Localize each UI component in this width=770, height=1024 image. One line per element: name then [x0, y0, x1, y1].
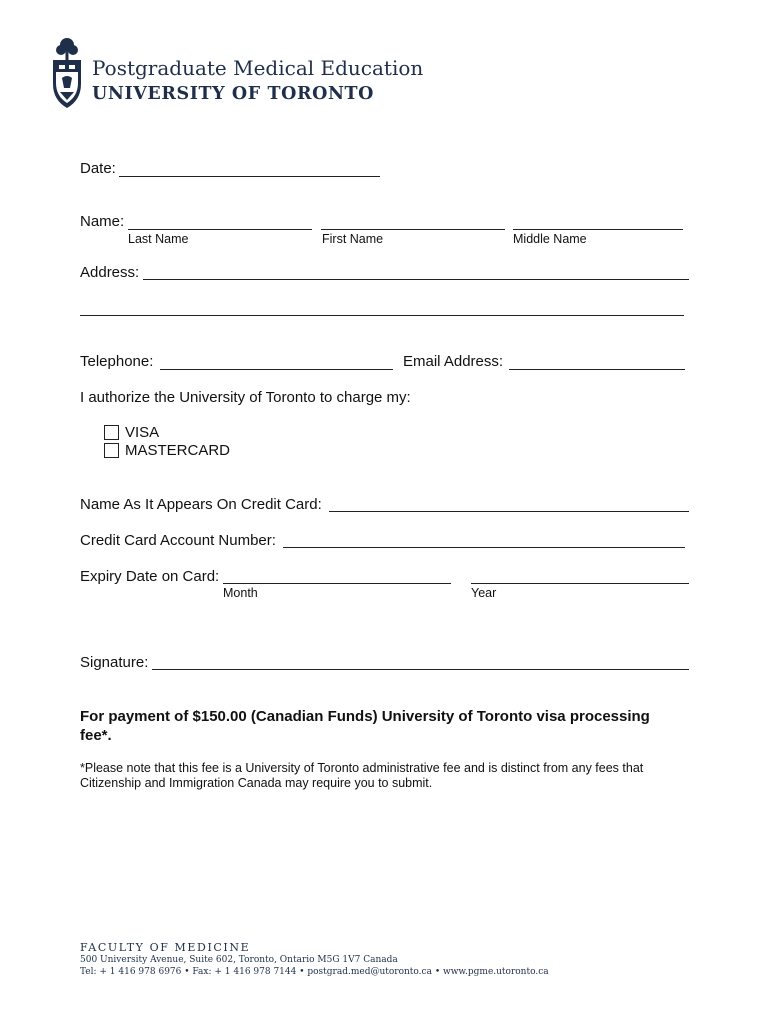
- date-field[interactable]: [119, 176, 380, 177]
- address-field-line-1[interactable]: [143, 279, 689, 280]
- signature-label: Signature:: [80, 654, 149, 671]
- university-crest-icon: [50, 36, 84, 110]
- cardholder-name-field[interactable]: [329, 511, 689, 512]
- telephone-field[interactable]: [160, 369, 393, 370]
- expiry-date-label: Expiry Date on Card:: [80, 568, 220, 585]
- month-caption: Month: [223, 586, 258, 600]
- visa-option-label: VISA: [125, 424, 160, 441]
- institution-name: UNIVERSITY OF TORONTO: [92, 84, 375, 104]
- date-label: Date:: [80, 160, 116, 177]
- authorize-text: I authorize the University of Toronto to charge my:: [80, 389, 411, 406]
- last-name-field[interactable]: [128, 229, 312, 230]
- middle-name-field[interactable]: [513, 229, 683, 230]
- address-label: Address:: [80, 264, 140, 281]
- mastercard-option-label: MASTERCARD: [125, 442, 231, 459]
- account-number-label: Credit Card Account Number:: [80, 532, 276, 549]
- first-name-caption: First Name: [322, 232, 384, 246]
- address-field-line-2[interactable]: [80, 315, 684, 316]
- last-name-caption: Last Name: [128, 232, 189, 246]
- payment-note: For payment of $150.00 (Canadian Funds) University of Toronto visa processing fee*.: [80, 708, 650, 744]
- footer-contact: Tel: + 1 416 978 6976 • Fax: + 1 416 978 7144 • postgrad.med@utoronto.ca • www.pgme.utoronto.ca: [80, 967, 549, 977]
- name-label: Name:: [80, 213, 125, 230]
- account-number-field[interactable]: [283, 547, 685, 548]
- year-caption: Year: [471, 586, 497, 600]
- footer-address: 500 University Avenue, Suite 602, Toronto, Ontario M5G 1V7 Canada: [80, 955, 398, 965]
- first-name-field[interactable]: [321, 229, 505, 230]
- fee-disclaimer: *Please note that this fee is a University of Toronto administrative fee and is distinct from any fees that Citizenship and Immigration Canada may require you to submit.: [80, 761, 644, 790]
- faculty-name: FACULTY OF MEDICINE: [80, 941, 251, 954]
- telephone-label: Telephone:: [80, 353, 154, 370]
- email-label: Email Address:: [403, 353, 504, 370]
- expiry-year-field[interactable]: [471, 583, 689, 584]
- middle-name-caption: Middle Name: [513, 232, 587, 246]
- signature-field[interactable]: [152, 669, 689, 670]
- expiry-month-field[interactable]: [223, 583, 451, 584]
- mastercard-checkbox[interactable]: [104, 443, 119, 458]
- visa-checkbox[interactable]: [104, 425, 119, 440]
- email-field[interactable]: [509, 369, 685, 370]
- cardholder-name-label: Name As It Appears On Credit Card:: [80, 496, 322, 513]
- department-title: Postgraduate Medical Education: [92, 56, 424, 80]
